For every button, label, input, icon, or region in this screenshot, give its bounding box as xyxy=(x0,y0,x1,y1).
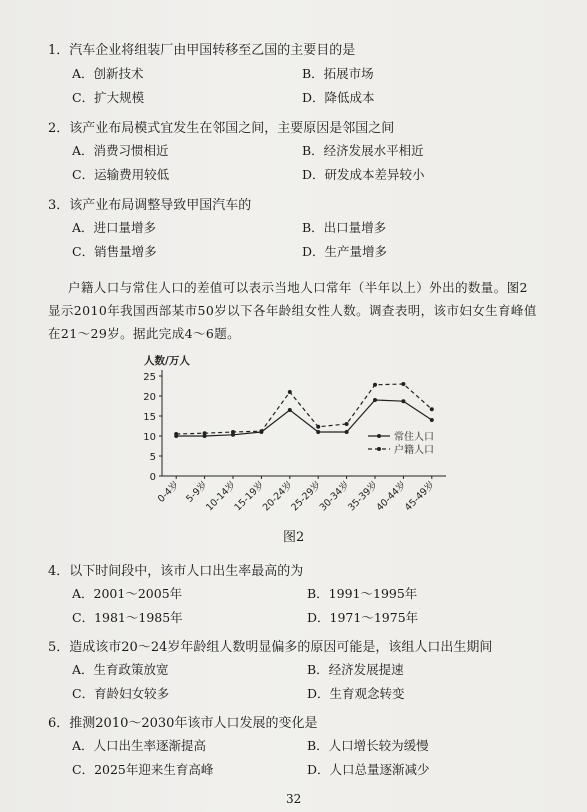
data-point-series-2 xyxy=(430,407,434,411)
data-point-series-2 xyxy=(203,431,207,435)
question-3-option-a: A．进口量增多 xyxy=(72,220,157,235)
data-point-series-2 xyxy=(288,390,292,394)
data-point-series-2 xyxy=(401,382,405,386)
question-1-option-a: A．创新技术 xyxy=(72,66,144,81)
question-3-option-b: B．出口量增多 xyxy=(302,220,387,235)
data-point-series-1 xyxy=(430,418,434,422)
question-5-option-d: D．生育观念转变 xyxy=(307,686,405,701)
data-point-series-2 xyxy=(231,430,235,434)
question-4-option-b: B．1991～1995年 xyxy=(307,586,418,601)
question-6-option-b: B．人口增长较为缓慢 xyxy=(307,738,429,753)
x-tick-label: 10-14岁 xyxy=(204,479,239,514)
question-3-option-d: D．生产量增多 xyxy=(302,244,388,259)
x-tick-label: 40-44岁 xyxy=(374,479,409,514)
question-3-option-c: C．销售量增多 xyxy=(72,244,157,259)
y-tick-label: 25 xyxy=(143,372,156,383)
y-tick-label: 5 xyxy=(149,452,156,463)
data-point-series-2 xyxy=(174,432,178,436)
x-tick-label: 0-4岁 xyxy=(155,479,182,505)
question-5-option-a: A．生育政策放宽 xyxy=(72,662,169,677)
x-tick-label: 25-29岁 xyxy=(289,479,324,514)
y-tick-label: 0 xyxy=(149,472,156,483)
data-point-series-1 xyxy=(288,408,292,412)
question-5-stem: 5．造成该市20～24岁年龄组人数明显偏多的原因可能是，该组人口出生期间 xyxy=(48,640,493,655)
question-6-option-d: D．人口总量逐渐减少 xyxy=(307,762,430,777)
y-tick-label: 20 xyxy=(143,392,156,403)
question-1-stem: 1．汽车企业将组装厂由甲国转移至乙国的主要目的是 xyxy=(48,43,356,58)
data-point-series-1 xyxy=(345,430,349,434)
series-line-1 xyxy=(176,400,432,436)
question-6-option-a: A．人口出生率逐渐提高 xyxy=(72,738,207,753)
passage-line-3: 在21～29岁。据此完成4～6题。 xyxy=(48,326,241,341)
question-2-option-b: B．经济发展水平相近 xyxy=(302,143,424,158)
data-point-series-2 xyxy=(259,429,263,433)
population-line-chart xyxy=(118,352,458,522)
data-point-series-2 xyxy=(345,422,349,426)
y-tick-label: 10 xyxy=(143,432,156,443)
x-tick-label: 5-9岁 xyxy=(184,479,210,505)
legend-marker-2 xyxy=(377,447,381,451)
data-point-series-1 xyxy=(401,399,405,403)
legend-label-2: 户籍人口 xyxy=(394,445,434,456)
question-5-option-b: B．经济发展提速 xyxy=(307,662,404,677)
question-2-option-a: A．消费习惯相近 xyxy=(72,143,169,158)
question-1-option-d: D．降低成本 xyxy=(302,90,375,105)
question-2-option-c: C．运输费用较低 xyxy=(72,167,170,182)
x-tick-label: 30-34岁 xyxy=(317,479,352,514)
question-1-option-b: B．拓展市场 xyxy=(302,66,374,81)
x-tick-label: 20-24岁 xyxy=(260,479,295,514)
data-point-series-2 xyxy=(373,383,377,387)
passage-line-1: 户籍人口与常住人口的差值可以表示当地人口常年（半年以上）外出的数量。图2 xyxy=(68,280,528,295)
question-6-stem: 6．推测2010～2030年该市人口发展的变化是 xyxy=(48,716,318,731)
question-1-option-c: C．扩大规模 xyxy=(72,90,145,105)
question-4-option-a: A．2001～2005年 xyxy=(72,586,183,601)
page-number: 32 xyxy=(286,792,302,806)
question-3-stem: 3．该产业布局调整导致甲国汽车的 xyxy=(48,198,252,213)
question-2-stem: 2．该产业布局模式宜发生在邻国之间，主要原因是邻国之间 xyxy=(48,121,395,136)
x-tick-label: 45-49岁 xyxy=(402,479,437,514)
x-tick-label: 15-19岁 xyxy=(232,479,267,514)
data-point-series-2 xyxy=(316,425,320,429)
y-axis-label: 人数/万人 xyxy=(144,355,190,367)
x-tick-label: 35-39岁 xyxy=(346,479,381,514)
figure-caption: 图2 xyxy=(283,530,305,545)
series-line-2 xyxy=(176,384,432,434)
y-tick-label: 15 xyxy=(143,412,156,423)
question-6-option-c: C．2025年迎来生育高峰 xyxy=(72,762,214,777)
data-point-series-1 xyxy=(316,430,320,434)
question-2-option-d: D．研发成本差异较小 xyxy=(302,167,425,182)
question-4-option-d: D．1971～1975年 xyxy=(307,610,419,625)
data-point-series-1 xyxy=(373,398,377,402)
passage-line-2: 显示2010年我国西部某市50岁以下各年龄组女性人数。调查表明，该市妇女生育峰值 xyxy=(48,303,537,318)
legend-label-1: 常住人口 xyxy=(394,432,434,443)
question-5-option-c: C．育龄妇女较多 xyxy=(72,686,170,701)
legend-marker-1 xyxy=(377,434,381,438)
question-4-stem: 4．以下时间段中，该市人口出生率最高的为 xyxy=(48,564,304,579)
question-4-option-c: C．1981～1985年 xyxy=(72,610,183,625)
